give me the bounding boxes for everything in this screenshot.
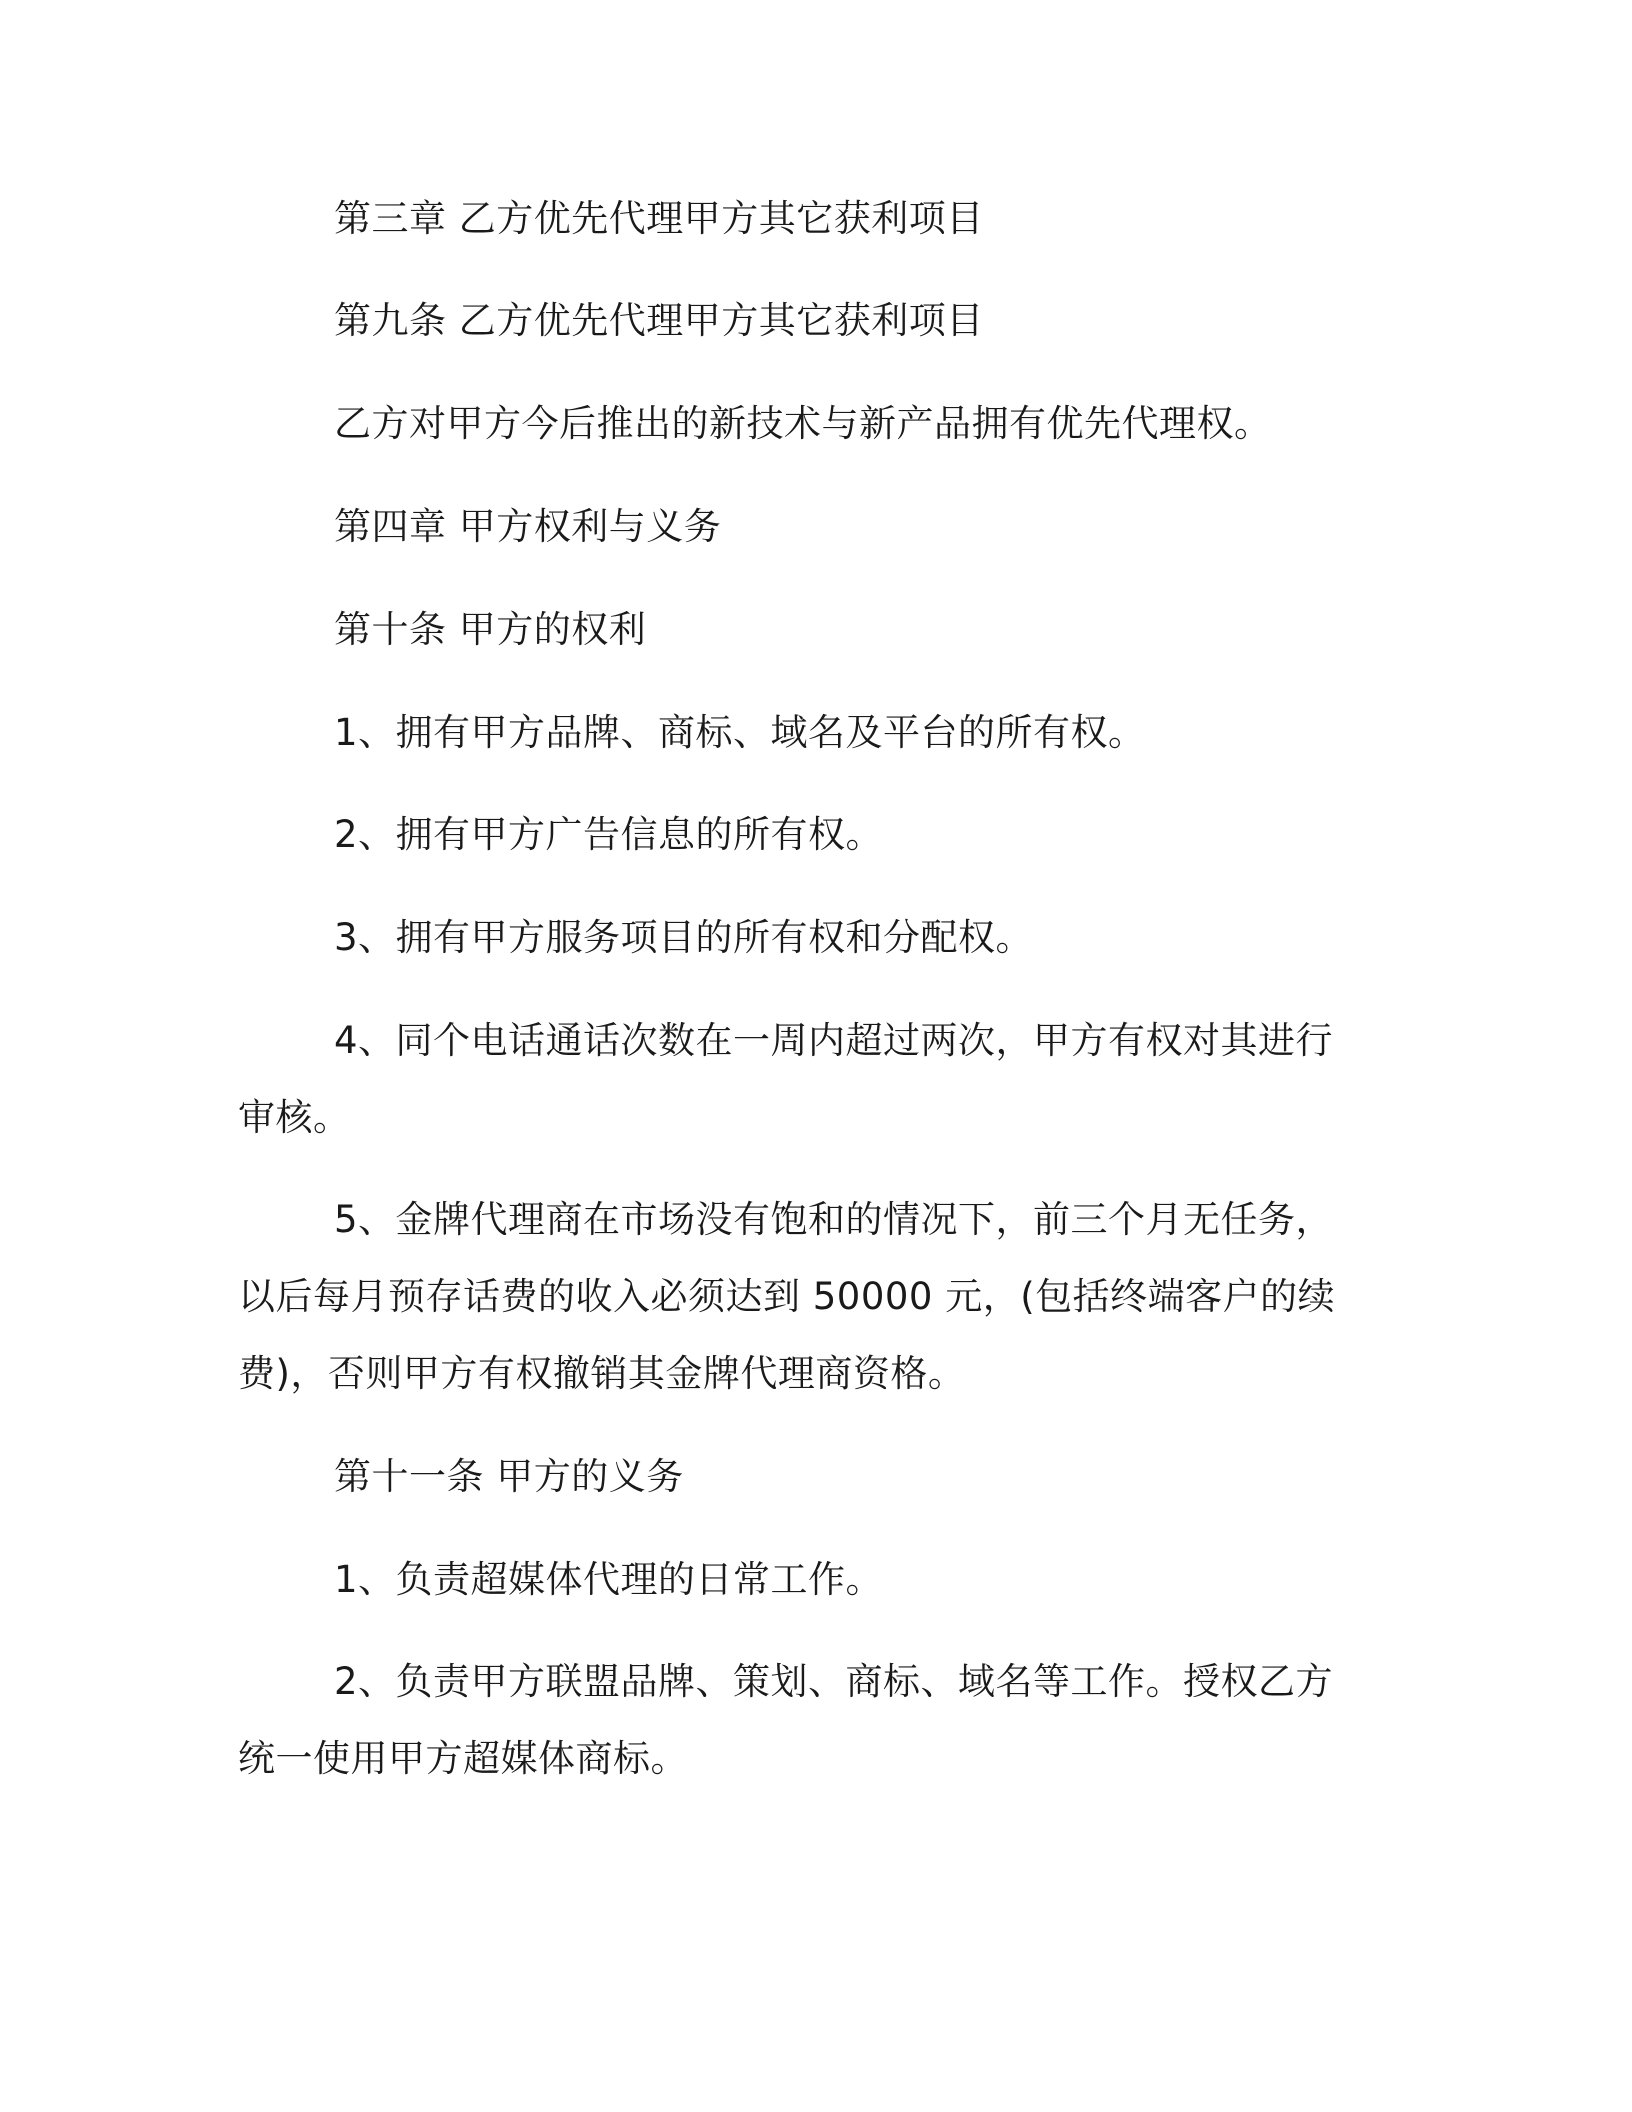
article-10-item-1: 1、拥有甲方品牌、商标、域名及平台的所有权。	[334, 711, 1146, 754]
article-10-item-2: 2、拥有甲方广告信息的所有权。	[334, 813, 884, 856]
article-10-item-5: 5、金牌代理商在市场没有饱和的情况下，前三个月无任务，以后每月预存话费的收入必须达到 50000 元，(包括终端客户的续费)，否则甲方有权撤销其金牌代理商资格。	[238, 1198, 1336, 1395]
article-10-heading: 第十条 甲方的权利	[334, 608, 647, 651]
article-11-heading: 第十一条 甲方的义务	[334, 1455, 684, 1498]
article-11-item-2: 2、负责甲方联盟品牌、策划、商标、域名等工作。授权乙方统一使用甲方超媒体商标。	[238, 1660, 1334, 1780]
article-10-item-4: 4、同个电话通话次数在一周内超过两次，甲方有权对其进行审核。	[238, 1019, 1334, 1139]
article-11-item-1: 1、负责超媒体代理的日常工作。	[334, 1558, 884, 1601]
article-9-body: 乙方对甲方今后推出的新技术与新产品拥有优先代理权。	[334, 402, 1272, 445]
article-9-heading: 第九条 乙方优先代理甲方其它获利项目	[334, 299, 984, 342]
chapter-4-heading: 第四章 甲方权利与义务	[334, 505, 722, 548]
article-10-item-3: 3、拥有甲方服务项目的所有权和分配权。	[334, 916, 1034, 959]
chapter-3-heading: 第三章 乙方优先代理甲方其它获利项目	[334, 197, 984, 240]
